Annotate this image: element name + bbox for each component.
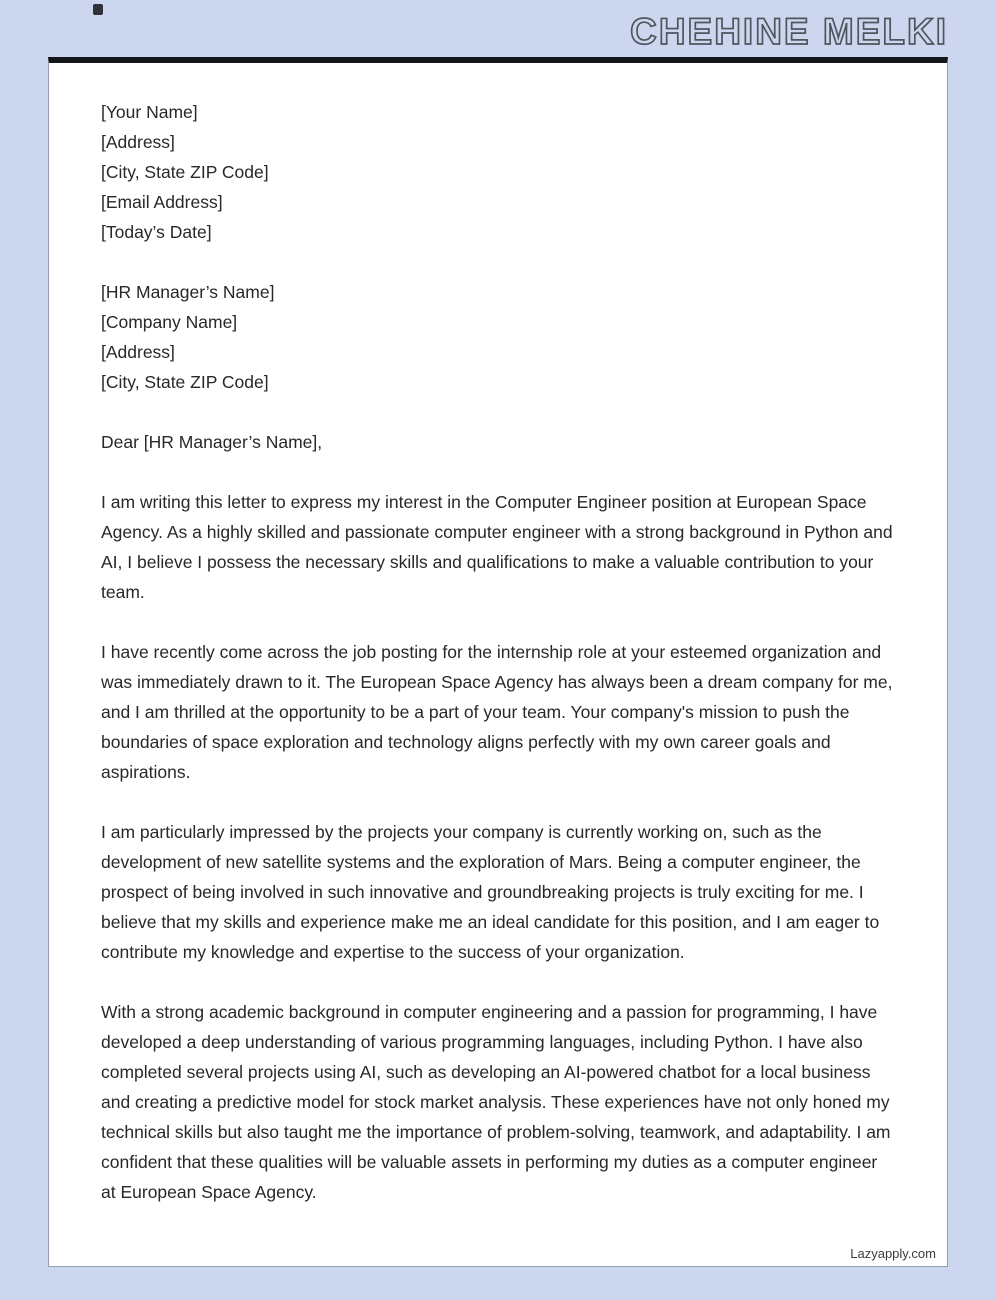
letter-page <box>48 57 948 1267</box>
paragraph-intro: I am writing this letter to express my interest in the Computer Engineer position at European Space Agency. As a highly skilled and passionate computer engineer with a strong background in Python and AI, I believe I possess the necessary skills and qualifications to make a valuable contribution to your team. <box>101 492 893 602</box>
letter-content <box>49 63 947 1207</box>
sender-email-line: [Email Address] <box>101 192 223 212</box>
paragraph-job-posting: I have recently come across the job posting for the internship role at your esteemed organization and was immediately drawn to it. The European Space Agency has always been a dream company for me, and I am thrilled at the opportunity to be a part of your team. Your company's mission to push the boundaries of space exploration and technology aligns perfectly with my own career goals and aspirations. <box>101 642 893 782</box>
salutation-block <box>101 427 895 457</box>
sender-block <box>101 97 895 247</box>
sender-address-line: [Address] <box>101 132 175 152</box>
watermark-lazyapply: Lazyapply.com <box>850 1246 936 1261</box>
sender-city-line: [City, State ZIP Code] <box>101 162 269 182</box>
recipient-company-line: [Company Name] <box>101 312 238 332</box>
corner-mark <box>93 4 103 15</box>
header-name: CHEHINE MELKI <box>630 11 948 52</box>
paragraph-projects: I am particularly impressed by the projects your company is currently working on, such as the development of new satellite systems and the exploration of Mars. Being a computer engineer, the prospect of being involved in such innovative and groundbreaking projects is truly exciting for me. I believe that my skills and experience make me an ideal candidate for this position, and I am eager to contribute my knowledge and expertise to the success of your organization. <box>101 822 880 962</box>
salutation: Dear [HR Manager’s Name], <box>101 432 323 452</box>
sender-name-line: [Your Name] <box>101 102 198 122</box>
recipient-address-line: [Address] <box>101 342 175 362</box>
recipient-city-line: [City, State ZIP Code] <box>101 372 269 392</box>
recipient-block <box>101 277 895 397</box>
sender-date-line: [Today’s Date] <box>101 222 212 242</box>
paragraph-background: With a strong academic background in computer engineering and a passion for programming, I have developed a deep understanding of various programming languages, including Python. I have also completed several projects using AI, such as developing an AI-powered chatbot for a local business and creating a predictive model for stock market analysis. These experiences have not only honed my technical skills but also taught me the importance of problem-solving, teamwork, and adaptability. I am confident that these qualities will be valuable assets in performing my duties as a computer engineer at European Space Agency. <box>101 1002 891 1202</box>
recipient-name-line: [HR Manager’s Name] <box>101 282 275 302</box>
